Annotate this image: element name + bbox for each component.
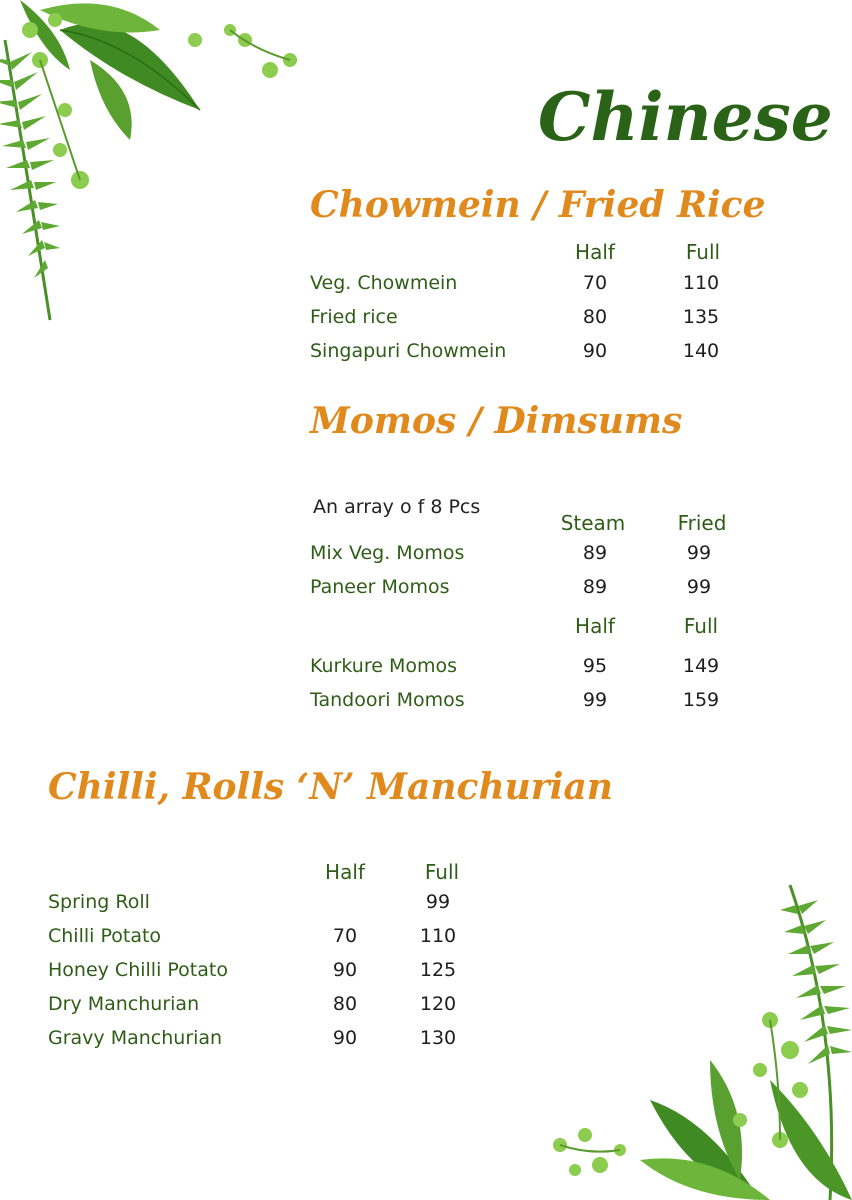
menu-item-price-full: 99 <box>425 891 451 913</box>
menu-item-price-half: 99 <box>582 689 608 711</box>
col-header-full: Full <box>424 860 460 884</box>
menu-item-price-steam: 89 <box>582 576 608 598</box>
col-header-steam: Steam <box>560 511 626 535</box>
menu-item-name: Kurkure Momos <box>310 655 457 677</box>
menu-item-name: Dry Manchurian <box>48 993 200 1015</box>
menu-item-name: Mix Veg. Momos <box>310 542 465 564</box>
col-header-half: Half <box>575 240 615 264</box>
menu-item-price-fried: 99 <box>686 576 712 598</box>
menu-item-price-full: 125 <box>419 959 457 981</box>
menu-item-price-half: 70 <box>332 925 358 947</box>
section-heading-momos: Momos / Dimsums <box>310 400 683 442</box>
col-header-half: Half <box>325 860 365 884</box>
menu-item-name: Spring Roll <box>48 891 150 913</box>
menu-item-price-full: 110 <box>419 925 457 947</box>
menu-item-price-full: 130 <box>419 1027 457 1049</box>
col-header-fried: Fried <box>677 511 727 535</box>
col-header-half: Half <box>575 614 615 638</box>
menu-item-name: Fried rice <box>310 306 398 328</box>
menu-item-price-half: 90 <box>332 959 358 981</box>
menu-item-price-fried: 99 <box>686 542 712 564</box>
menu-item-price-full: 120 <box>419 993 457 1015</box>
menu-item-price-half: 95 <box>582 655 608 677</box>
menu-item-name: Gravy Manchurian <box>48 1027 223 1049</box>
section-note: An array o f 8 Pcs <box>313 496 481 518</box>
menu-item-price-full: 110 <box>682 272 720 294</box>
menu-item-name: Tandoori Momos <box>310 689 465 711</box>
menu-item-price-half: 80 <box>332 993 358 1015</box>
foliage-bottom-right-icon <box>540 880 852 1200</box>
menu-item-price-half: 90 <box>332 1027 358 1049</box>
menu-item-price-half: 90 <box>582 340 608 362</box>
menu-item-price-full: 140 <box>682 340 720 362</box>
menu-item-name: Chilli Potato <box>48 925 162 947</box>
col-header-full: Full <box>683 614 719 638</box>
page-title: Chinese <box>538 78 833 156</box>
menu-item-name: Honey Chilli Potato <box>48 959 228 981</box>
foliage-top-left-icon <box>0 0 310 330</box>
menu-item-price-half: 80 <box>582 306 608 328</box>
menu-item-name: Paneer Momos <box>310 576 450 598</box>
menu-item-name: Singapuri Chowmein <box>310 340 507 362</box>
col-header-full: Full <box>685 240 721 264</box>
menu-item-price-full: 159 <box>682 689 720 711</box>
menu-item-price-full: 135 <box>682 306 720 328</box>
menu-item-price-steam: 89 <box>582 542 608 564</box>
section-heading-chowmein: Chowmein / Fried Rice <box>310 184 766 226</box>
menu-item-price-half: 70 <box>582 272 608 294</box>
menu-item-name: Veg. Chowmein <box>310 272 458 294</box>
section-heading-chilli: Chilli, Rolls ‘N’ Manchurian <box>48 766 613 808</box>
menu-item-price-full: 149 <box>682 655 720 677</box>
